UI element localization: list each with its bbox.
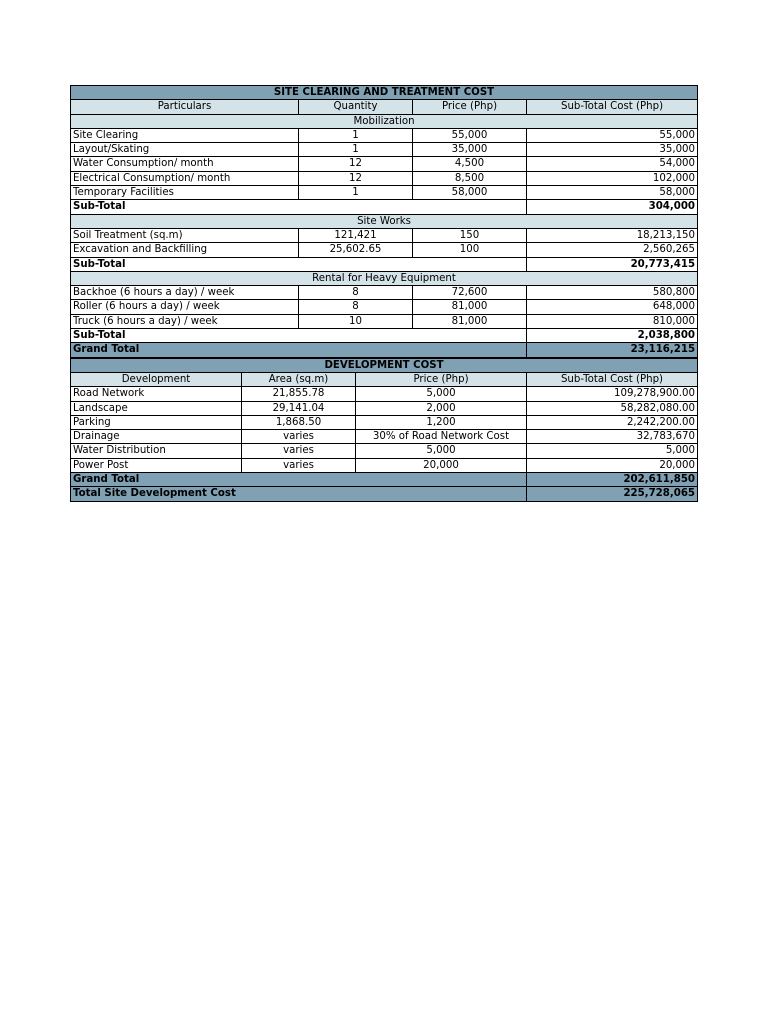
table-row: [71, 401, 698, 415]
subtotal-row: [71, 200, 698, 214]
price-cell: 81,000: [413, 300, 527, 314]
particular-cell: Electrical Consumption/ month: [71, 171, 299, 185]
particular-cell: Site Clearing: [71, 128, 299, 142]
grand-total-row: [71, 473, 698, 487]
subtotal-cell: 102,000: [527, 171, 698, 185]
area-cell: 21,855.78: [242, 387, 356, 401]
area-header: Area (sq.m): [242, 372, 356, 386]
price-cell: 2,000: [356, 401, 527, 415]
quantity-cell: 10: [299, 314, 413, 328]
subtotal-row: [71, 329, 698, 343]
subtotal-label: Sub-Total: [71, 200, 527, 214]
subtotal-cell: 35,000: [527, 143, 698, 157]
table-row: [71, 314, 698, 328]
development-cell: Landscape: [71, 401, 242, 415]
subtotal-value: 304,000: [527, 200, 698, 214]
quantity-cell: 8: [299, 286, 413, 300]
header-row: [71, 372, 698, 386]
section-header-row: [71, 114, 698, 128]
subtotal-cell: 5,000: [527, 444, 698, 458]
quantity-cell: 12: [299, 157, 413, 171]
particular-cell: Temporary Facilities: [71, 186, 299, 200]
particular-cell: Backhoe (6 hours a day) / week: [71, 286, 299, 300]
quantity-cell: 1: [299, 128, 413, 142]
price-header: Price (Php): [356, 372, 527, 386]
table-row: [71, 387, 698, 401]
subtotal-value: 2,038,800: [527, 329, 698, 343]
quantity-cell: 25,602.65: [299, 243, 413, 257]
development-cell: Drainage: [71, 430, 242, 444]
table-row: [71, 228, 698, 242]
price-cell: 35,000: [413, 143, 527, 157]
table-row: [71, 415, 698, 429]
price-header: Price (Php): [413, 100, 527, 114]
price-cell: 20,000: [356, 458, 527, 472]
section-title: Mobilization: [71, 114, 698, 128]
table-row: [71, 157, 698, 171]
table-row: [71, 300, 698, 314]
particular-cell: Truck (6 hours a day) / week: [71, 314, 299, 328]
price-cell: 150: [413, 228, 527, 242]
subtotal-label: Sub-Total: [71, 257, 527, 271]
quantity-cell: 121,421: [299, 228, 413, 242]
area-cell: varies: [242, 458, 356, 472]
quantity-header: Quantity: [299, 100, 413, 114]
quantity-cell: 1: [299, 143, 413, 157]
price-cell: 5,000: [356, 387, 527, 401]
price-cell: 100: [413, 243, 527, 257]
subtotal-cell: 810,000: [527, 314, 698, 328]
subtotal-cell: 20,000: [527, 458, 698, 472]
price-cell: 8,500: [413, 171, 527, 185]
subtotal-cell: 2,560,265: [527, 243, 698, 257]
table-row: [71, 186, 698, 200]
quantity-cell: 8: [299, 300, 413, 314]
subtotal-cell: 648,000: [527, 300, 698, 314]
price-cell: 81,000: [413, 314, 527, 328]
price-cell: 72,600: [413, 286, 527, 300]
particular-cell: Water Consumption/ month: [71, 157, 299, 171]
price-cell: 55,000: [413, 128, 527, 142]
particular-cell: Layout/Skating: [71, 143, 299, 157]
header-row: [71, 100, 698, 114]
area-cell: 29,141.04: [242, 401, 356, 415]
particulars-header: Particulars: [71, 100, 299, 114]
table-title-row: [71, 86, 698, 100]
table-row: [71, 143, 698, 157]
particular-cell: Roller (6 hours a day) / week: [71, 300, 299, 314]
table-row: [71, 430, 698, 444]
development-cell: Road Network: [71, 387, 242, 401]
grand-total-value: 23,116,215: [527, 343, 698, 357]
price-cell: 1,200: [356, 415, 527, 429]
table-title-row: [71, 358, 698, 372]
subtotal-cell: 54,000: [527, 157, 698, 171]
cost-sheet: [70, 85, 697, 502]
subtotal-cell: 18,213,150: [527, 228, 698, 242]
total-value: 225,728,065: [527, 487, 698, 501]
subtotal-cell: 55,000: [527, 128, 698, 142]
quantity-cell: 1: [299, 186, 413, 200]
table-title: DEVELOPMENT COST: [71, 358, 698, 372]
grand-total-value: 202,611,850: [527, 473, 698, 487]
subtotal-row: [71, 257, 698, 271]
subtotal-cell: 109,278,900.00: [527, 387, 698, 401]
grand-total-row: [71, 343, 698, 357]
subtotal-cell: 580,800: [527, 286, 698, 300]
area-cell: varies: [242, 430, 356, 444]
price-cell: 58,000: [413, 186, 527, 200]
development-cell: Water Distribution: [71, 444, 242, 458]
area-cell: varies: [242, 444, 356, 458]
subtotal-cell: 58,282,080.00: [527, 401, 698, 415]
development-cost-table: [70, 358, 698, 502]
area-cell: 1,868.50: [242, 415, 356, 429]
table-row: [71, 458, 698, 472]
table-row: [71, 286, 698, 300]
subtotal-value: 20,773,415: [527, 257, 698, 271]
section-header-row: [71, 271, 698, 285]
subtotal-cell: 32,783,670: [527, 430, 698, 444]
section-title: Site Works: [71, 214, 698, 228]
price-cell: 30% of Road Network Cost: [356, 430, 527, 444]
price-cell: 4,500: [413, 157, 527, 171]
subtotal-header: Sub-Total Cost (Php): [527, 372, 698, 386]
table-row: [71, 171, 698, 185]
table-row: [71, 128, 698, 142]
subtotal-cell: 58,000: [527, 186, 698, 200]
price-cell: 5,000: [356, 444, 527, 458]
quantity-cell: 12: [299, 171, 413, 185]
total-label: Total Site Development Cost: [71, 487, 527, 501]
development-header: Development: [71, 372, 242, 386]
particular-cell: Excavation and Backfilling: [71, 243, 299, 257]
subtotal-header: Sub-Total Cost (Php): [527, 100, 698, 114]
table-row: [71, 243, 698, 257]
table-row: [71, 444, 698, 458]
grand-total-label: Grand Total: [71, 343, 527, 357]
development-cell: Parking: [71, 415, 242, 429]
section-title: Rental for Heavy Equipment: [71, 271, 698, 285]
subtotal-cell: 2,242,200.00: [527, 415, 698, 429]
table-title: SITE CLEARING AND TREATMENT COST: [71, 86, 698, 100]
particular-cell: Soil Treatment (sq.m): [71, 228, 299, 242]
subtotal-label: Sub-Total: [71, 329, 527, 343]
total-site-development-row: [71, 487, 698, 501]
grand-total-label: Grand Total: [71, 473, 527, 487]
development-cell: Power Post: [71, 458, 242, 472]
site-clearing-table: [70, 85, 698, 358]
section-header-row: [71, 214, 698, 228]
